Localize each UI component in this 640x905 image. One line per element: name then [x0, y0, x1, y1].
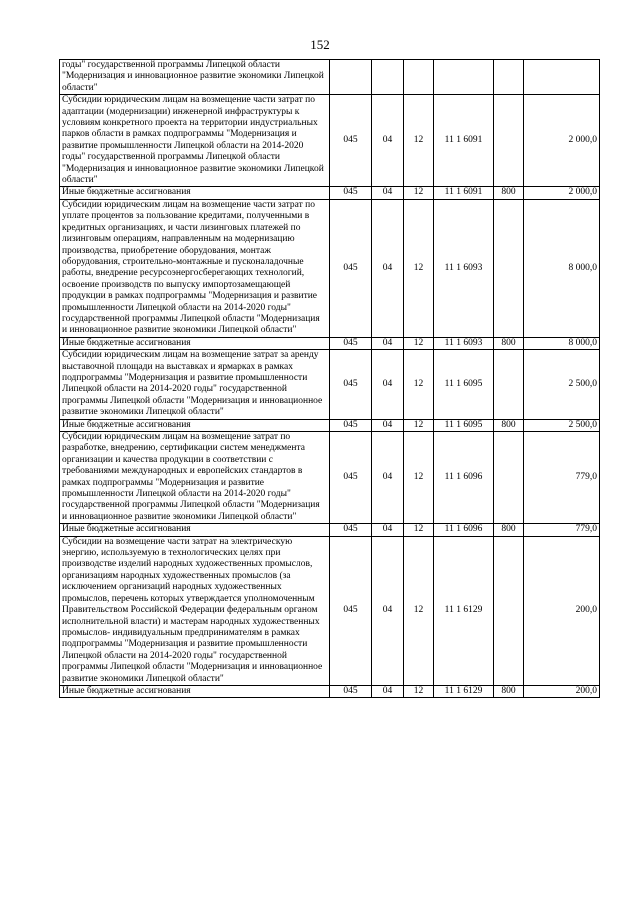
table-row: [60, 524, 600, 536]
table-row: [60, 432, 600, 524]
subsection-code-cell: 12: [404, 685, 434, 697]
expense-type-cell: [494, 350, 524, 419]
section-code-cell: 04: [372, 524, 404, 536]
target-article-cell: 11 1 6091: [434, 187, 494, 199]
target-article-cell: [434, 60, 494, 95]
table-row: [60, 187, 600, 199]
section-code-cell: 04: [372, 685, 404, 697]
expense-type-cell: [494, 536, 524, 685]
amount-cell: 200,0: [524, 685, 600, 697]
subsection-code-cell: 12: [404, 419, 434, 431]
table-row: [60, 337, 600, 349]
expense-type-cell: [494, 60, 524, 95]
target-article-cell: 11 1 6093: [434, 337, 494, 349]
section-code-cell: 04: [372, 95, 404, 187]
row-name-cell: Субсидии юридическим лицам на возмещение затрат за аренду выставочной площади на выставках и ярмарках в рамках подпрограммы "Модернизация и развитие промышленности Липецкой области на 2014-2020 годы" государственной программы Липецкой области "Модернизация и инновационное развитие экономики Липецкой области": [60, 350, 330, 419]
subsection-code-cell: 12: [404, 95, 434, 187]
ministry-code-cell: [330, 60, 372, 95]
target-article-cell: 11 1 6091: [434, 95, 494, 187]
section-code-cell: 04: [372, 187, 404, 199]
table-row: [60, 350, 600, 419]
section-code-cell: 04: [372, 199, 404, 337]
row-name-cell: Субсидии юридическим лицам на возмещение части затрат по адаптации (модернизации) инженерной инфраструктуры к условиям конкретного проекта на территории индустриальных парков области в рамках подпрограммы "Модернизация и развитие промышленности Липецкой области на 2014-2020 годы" государственной программы Липецкой области "Модернизация и инновационное развитие экономики Липецкой области": [60, 95, 330, 187]
target-article-cell: 11 1 6096: [434, 524, 494, 536]
table-row: [60, 199, 600, 337]
expense-type-cell: 800: [494, 524, 524, 536]
amount-cell: 779,0: [524, 524, 600, 536]
amount-cell: 2 000,0: [524, 95, 600, 187]
ministry-code-cell: 045: [330, 536, 372, 685]
ministry-code-cell: 045: [330, 432, 372, 524]
amount-cell: 2 000,0: [524, 187, 600, 199]
target-article-cell: 11 1 6129: [434, 685, 494, 697]
table-row: [60, 536, 600, 685]
table-row: [60, 419, 600, 431]
ministry-code-cell: 045: [330, 199, 372, 337]
row-name-cell: Иные бюджетные ассигнования: [60, 419, 330, 431]
ministry-code-cell: 045: [330, 685, 372, 697]
table-row: [60, 60, 600, 95]
row-name-cell: Субсидии на возмещение части затрат на электрическую энергию, используемую в технологических целях при производстве изделий народных художественных промыслов, организациям народных художественных промыслов (за исключением организаций народных художественных промыслов, перечень которых утверждается уполномоченным Правительством Российской Федерации федеральным органом исполнительной власти) и мастерам народных художественных промыслов- индивидуальным предпринимателям в рамках подпрограммы "Модернизация и развитие промышленности Липецкой области на 2014-2020 годы" государственной программы Липецкой области "Модернизация и инновационное развитие экономики Липецкой области": [60, 536, 330, 685]
row-name-cell: Субсидии юридическим лицам на возмещение затрат по разработке, внедрению, сертификации систем менеджмента организации и качества продукции в соответствии с требованиями международных и европейских стандартов в рамках подпрограммы "Модернизация и развитие промышленности Липецкой области на 2014-2020 годы" государственной программы Липецкой области "Модернизация и инновационное развитие экономики Липецкой области": [60, 432, 330, 524]
expense-type-cell: [494, 199, 524, 337]
expense-type-cell: 800: [494, 187, 524, 199]
subsection-code-cell: 12: [404, 187, 434, 199]
target-article-cell: 11 1 6093: [434, 199, 494, 337]
table-row: [60, 95, 600, 187]
subsection-code-cell: 12: [404, 524, 434, 536]
row-name-cell: Иные бюджетные ассигнования: [60, 187, 330, 199]
row-name-cell: годы" государственной программы Липецкой области "Модернизация и инновационное развитие экономики Липецкой области": [60, 60, 330, 95]
expense-type-cell: [494, 432, 524, 524]
ministry-code-cell: 045: [330, 419, 372, 431]
amount-cell: 2 500,0: [524, 350, 600, 419]
section-code-cell: [372, 60, 404, 95]
subsection-code-cell: 12: [404, 337, 434, 349]
expense-type-cell: 800: [494, 419, 524, 431]
target-article-cell: 11 1 6095: [434, 350, 494, 419]
amount-cell: [524, 60, 600, 95]
subsection-code-cell: [404, 60, 434, 95]
ministry-code-cell: 045: [330, 524, 372, 536]
budget-table: [59, 59, 600, 698]
subsection-code-cell: 12: [404, 432, 434, 524]
ministry-code-cell: 045: [330, 350, 372, 419]
subsection-code-cell: 12: [404, 199, 434, 337]
ministry-code-cell: 045: [330, 337, 372, 349]
amount-cell: 200,0: [524, 536, 600, 685]
row-name-cell: Иные бюджетные ассигнования: [60, 685, 330, 697]
amount-cell: 8 000,0: [524, 199, 600, 337]
amount-cell: 8 000,0: [524, 337, 600, 349]
target-article-cell: 11 1 6096: [434, 432, 494, 524]
subsection-code-cell: 12: [404, 350, 434, 419]
expense-type-cell: 800: [494, 685, 524, 697]
target-article-cell: 11 1 6129: [434, 536, 494, 685]
expense-type-cell: 800: [494, 337, 524, 349]
page-number: 152: [310, 37, 330, 52]
amount-cell: 2 500,0: [524, 419, 600, 431]
target-article-cell: 11 1 6095: [434, 419, 494, 431]
ministry-code-cell: 045: [330, 95, 372, 187]
subsection-code-cell: 12: [404, 536, 434, 685]
row-name-cell: Иные бюджетные ассигнования: [60, 337, 330, 349]
amount-cell: 779,0: [524, 432, 600, 524]
row-name-cell: Иные бюджетные ассигнования: [60, 524, 330, 536]
row-name-cell: Субсидии юридическим лицам на возмещение части затрат по уплате процентов за пользование кредитами, полученными в кредитных организациях, и части лизинговых платежей по лизинговым операциям, направленным на модернизацию производства, приобретение оборудования, монтаж оборудования, строительно-монтажные и пусконаладочные работы, внедрение ресурсоэнергосберегающих технологий, освоение производств по выпуску импортозамещающей продукции в рамках подпрограммы "Модернизация и развитие промышленности Липецкой области на 2014-2020 годы" государственной программы Липецкой области "Модернизация и инновационное развитие экономики Липецкой области": [60, 199, 330, 337]
table-row: [60, 685, 600, 697]
section-code-cell: 04: [372, 432, 404, 524]
ministry-code-cell: 045: [330, 187, 372, 199]
section-code-cell: 04: [372, 536, 404, 685]
expense-type-cell: [494, 95, 524, 187]
section-code-cell: 04: [372, 350, 404, 419]
section-code-cell: 04: [372, 337, 404, 349]
section-code-cell: 04: [372, 419, 404, 431]
